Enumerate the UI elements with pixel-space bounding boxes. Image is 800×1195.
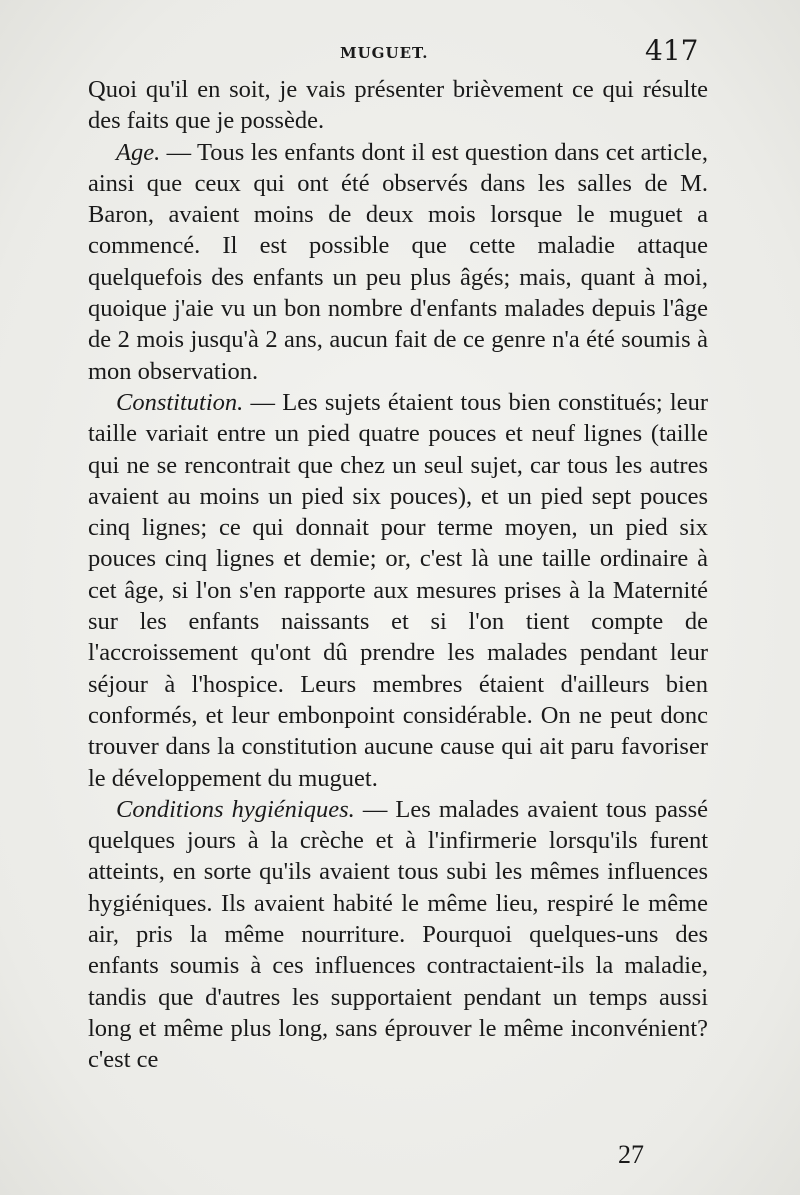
paragraph-body: — Tous les enfants dont il est question dans cet article, ainsi que ceux qui ont été observés dans les salles de M. Baron, avaient moins de deux mois lorsque le muguet a commencé. Il est possible que cette maladie attaque quelquefois des enfants un peu plus âgés; mais, quant à moi, quoique j'aie vu un bon nombre d'enfants malades depuis l'âge de 2 mois jusqu'à 2 ans, aucun fait de ce genre n'a été soumis à mon observation.	[88, 138, 708, 385]
paragraph-body: — Les malades avaient tous passé quelques jours à la crèche et à l'infirmerie lorsqu'ils furent atteints, en sorte qu'ils avaient tous subi les mêmes influences hygiéniques. Ils avaient habité le même lieu, respiré le même air, pris la même nourriture. Pourquoi quelques-uns des enfants soumis à ces influences contractaient-ils la maladie, tandis que d'autres les supportaient pendant un temps aussi long et même plus long, sans éprouver le même inconvénient? c'est ce	[88, 795, 708, 1074]
section-lead-constitution: Constitution.	[116, 388, 244, 416]
paragraph-intro	[88, 74, 708, 137]
body-text	[88, 74, 708, 1076]
page-header	[0, 32, 800, 76]
section-lead-age: Age.	[116, 138, 161, 166]
paragraph-body: — Les sujets étaient tous bien constitués; leur taille variait entre un pied quatre pouces et neuf lignes (taille qui ne se rencontrait que chez un seul sujet, car tous les autres avaient au moins un pied six pouces), et un pied sept pouces cinq lignes; ce qui donnait pour terme moyen, un pied six pouces cinq lignes et demie; or, c'est là une taille ordinaire à cet âge, si l'on s'en rapporte aux mesures prises à la Maternité sur les enfants naissants et si l'on tient compte de l'accroissement qu'ont dû prendre les malades pendant leur séjour à l'hospice. Leurs membres étaient d'ailleurs bien conformés, et leur embonpoint considérable. On ne peut donc trouver dans la constitution aucune cause qui ait paru favoriser le développement du muguet.	[88, 388, 708, 792]
section-lead-hygiene: Conditions hygiéniques.	[116, 795, 355, 823]
paragraph-constitution	[88, 387, 708, 794]
signature-mark: 27	[618, 1140, 644, 1169]
paragraph-body: Quoi qu'il en soit, je vais présenter brièvement ce qui résulte des faits que je possède.	[88, 76, 708, 135]
paragraph-hygiene	[88, 794, 708, 1076]
running-title: MUGUET.	[340, 44, 429, 62]
paragraph-age	[88, 137, 708, 387]
page-number: 417	[645, 34, 699, 67]
